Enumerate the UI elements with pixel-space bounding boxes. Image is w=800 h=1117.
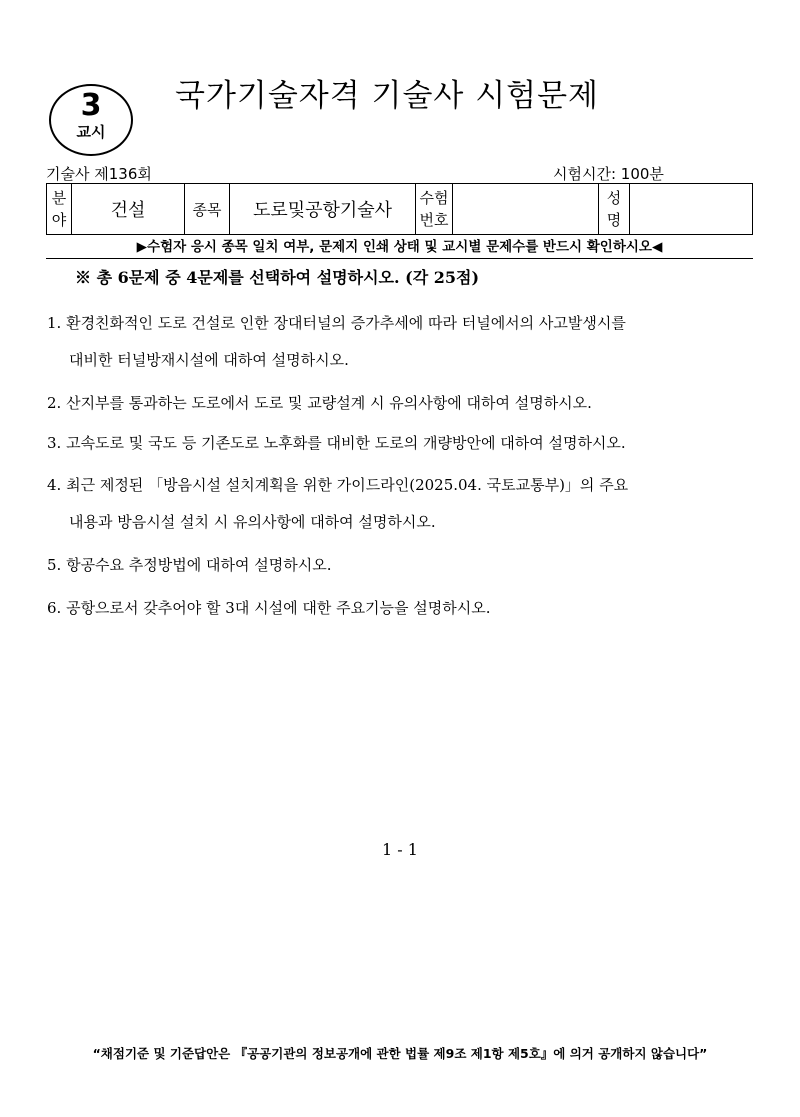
session-number: 3 [80,88,102,123]
question-6-line1: 6. 공항으로서 갖추어야 할 3대 시설에 대한 주요기능을 설명하시오. [47,599,491,617]
field-label-cell [47,184,72,235]
exam-number-label-line2: 번호 [419,211,449,229]
instruction: ※ 총 6문제 중 4문제를 선택하여 설명하시오. (각 25점) [75,268,480,287]
exam-time: 시험시간: 100분 [553,165,664,183]
question-3-line1: 3. 고속도로 및 국도 등 기존도로 노후화를 대비한 도로의 개량방안에 대하여 설명하시오. [47,434,626,452]
session-badge [49,84,133,156]
field-value: 건설 [72,184,185,235]
exam-number-label-cell [416,184,453,235]
question-4-line1: 4. 최근 제정된 「방음시설 설치계획을 위한 가이드라인(2025.04. 국토교통부)」의 주요 [47,476,629,494]
name-label-cell [599,184,630,235]
question-4-line2: 내용과 방음시설 설치 시 유의사항에 대하여 설명하시오. [69,513,436,531]
disclosure-footer: “채점기준 및 기준답안은 『공공기관의 정보공개에 관한 법률 제9조 제1항 제5호』에 의거 공개하지 않습니다” [92,1046,708,1061]
question-2 [47,393,592,413]
question-1 [47,313,626,370]
item-label: 종목 [185,184,230,235]
question-1-line2: 대비한 터널방재시설에 대하여 설명하시오. [69,351,349,369]
session-label: 교시 [76,123,106,141]
item-value: 도로및공항기술사 [230,184,416,235]
question-5 [47,555,331,575]
page-title: 국가기술자격 기술사 시험문제 [175,78,600,114]
field-label-line2: 야 [51,211,67,229]
name-label-line2: 명 [606,211,622,229]
question-3 [47,433,626,453]
question-1-line1: 1. 환경친화적인 도로 건설로 인한 장대터널의 증가추세에 따라 터널에서의 사고발생시를 [47,314,626,332]
exam-number-label-line1: 수험 [419,189,449,207]
question-6 [47,598,491,618]
question-5-line1: 5. 항공수요 추정방법에 대하여 설명하시오. [47,556,332,574]
question-2-line1: 2. 산지부를 통과하는 도로에서 도로 및 교량설계 시 유의사항에 대하여 설명하시오. [47,394,592,412]
name-field[interactable] [630,184,753,235]
field-label-line1: 분 [51,189,67,207]
exam-number-field[interactable] [453,184,599,235]
page-number: 1 - 1 [382,840,418,859]
name-label-line1: 성 [606,189,622,207]
question-4 [47,475,628,532]
exam-type-round: 기술사 제136회 [46,165,152,183]
check-notice: ▶수험자 응시 종목 일치 여부, 문제지 인쇄 상태 및 교시별 문제수를 반드시 확인하시오◀ [46,237,753,259]
exam-info-table [46,183,753,235]
